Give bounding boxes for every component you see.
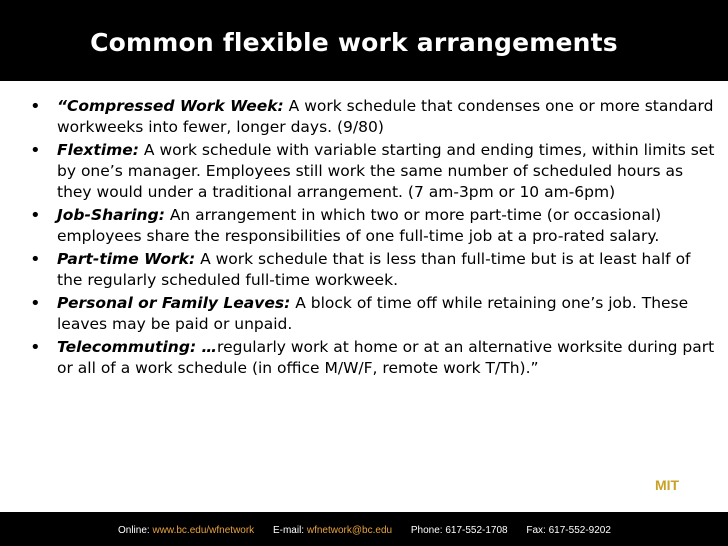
slide-title: Common flexible work arrangements xyxy=(90,28,618,57)
source-label: MIT xyxy=(655,477,680,493)
bullet-icon: • xyxy=(30,293,41,314)
item-term: Flextime: xyxy=(57,141,139,159)
item-term: Telecommuting: … xyxy=(57,338,218,356)
footer-fax: Fax: 617-552-9202 xyxy=(526,525,611,536)
item-term: Personal or Family Leaves: xyxy=(57,294,291,312)
footer-email xyxy=(273,525,392,536)
item-term: “Compressed Work Week: xyxy=(57,97,284,115)
bullet-icon: • xyxy=(30,205,41,226)
footer-contact xyxy=(118,525,627,536)
email-link[interactable]: wfnetwork@bc.edu xyxy=(306,525,393,536)
bullet-icon: • xyxy=(30,96,41,117)
item-text xyxy=(57,96,716,138)
item-text xyxy=(57,337,716,379)
list-item xyxy=(30,205,716,247)
email-label: E-mail: xyxy=(272,525,305,536)
list-item xyxy=(30,293,716,335)
list-item xyxy=(30,140,716,203)
list-item xyxy=(30,249,716,291)
item-description: A block of time off while retaining one’s job. These leaves may be paid or unpaid. xyxy=(57,294,689,333)
item-description: A work schedule with variable starting and ending times, within limits set by one’s manager. Employees still work the same number of scheduled hours as they would under a traditional arrangement. (7 am-3pm or 10 am-6pm) xyxy=(57,141,715,201)
bullet-list xyxy=(30,96,716,381)
item-description: An arrangement in which two or more part-time (or occasional) employees share the responsibilities of one full-time job at a pro-rated salary. xyxy=(57,206,662,245)
item-text xyxy=(57,293,716,335)
item-term: Job-Sharing: xyxy=(57,206,165,224)
title-bar xyxy=(0,0,728,81)
bullet-icon: • xyxy=(30,140,41,161)
online-label: Online: xyxy=(118,525,150,536)
item-text xyxy=(57,205,716,247)
item-description: A work schedule that is less than full-time but is at least half of the regularly scheduled full-time workweek. xyxy=(57,250,691,289)
bullet-icon: • xyxy=(30,249,41,270)
item-description: regularly work at home or at an alternative worksite during part or all of a work schedule (in office M/W/F, remote work T/Th).” xyxy=(57,338,715,377)
footer-online xyxy=(118,525,254,536)
list-item xyxy=(30,96,716,138)
footer-bar xyxy=(0,512,728,546)
item-text xyxy=(57,249,716,291)
footer-phone: Phone: 617-552-1708 xyxy=(410,525,508,536)
item-term: Part-time Work: xyxy=(57,250,196,268)
item-text xyxy=(57,140,716,203)
list-item xyxy=(30,337,716,379)
item-description: A work schedule that condenses one or more standard workweeks into fewer, longer days. (9/80) xyxy=(57,97,714,136)
website-link[interactable]: www.bc.edu/wfnetwork xyxy=(152,525,255,536)
bullet-icon: • xyxy=(30,337,41,358)
